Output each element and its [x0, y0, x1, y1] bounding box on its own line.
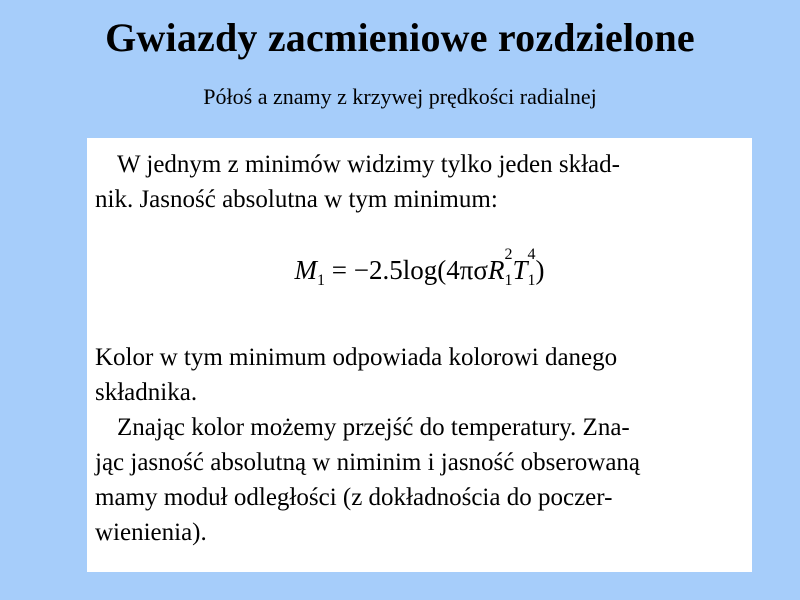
formula-lhs-subscript: 1: [317, 272, 326, 289]
paragraph3-line1: Znając kolor możemy przejść do temperatury. Zna-: [117, 414, 630, 441]
text-line: Kolor w tym minimum odpowiada kolorowi danego: [95, 344, 618, 371]
formula-radius-script-group: [504, 246, 513, 289]
text-line: nik. Jasność absolutna w tym minimum:: [95, 186, 498, 213]
paragraph1-line1: W jednym z minimów widzimy tylko jeden skład-: [117, 151, 620, 178]
formula-close-paren: ): [535, 255, 545, 285]
formula-lhs-symbol: M: [294, 255, 318, 285]
formula-temp-symbol: T: [512, 255, 528, 285]
formula-radius-symbol: R: [487, 255, 505, 285]
text-line: mamy moduł odległości (z dokładnościa do poczer-: [95, 484, 613, 511]
formula-equals: =: [331, 255, 347, 285]
paragraph-color-temperature: [95, 340, 735, 550]
text-line: jąc jasność absolutną w niminim i jasność obserowaną: [95, 449, 641, 476]
text-line: [95, 410, 735, 445]
text-line: składnika.: [95, 379, 198, 406]
formula-temp-sub: 1: [527, 272, 536, 289]
formula-temp-script-group: [527, 246, 536, 289]
text-line: [95, 147, 735, 182]
formula-lhs-subscript-group: [317, 267, 326, 289]
formula-coefficient: −2.5: [353, 255, 403, 285]
formula-temp-sup: 4: [527, 246, 536, 263]
formula-radius-sup: 2: [504, 246, 513, 263]
content-panel: [87, 138, 752, 572]
paragraph-minimum-luminosity: [95, 147, 735, 217]
absolute-magnitude-formula: [87, 246, 752, 290]
formula-open-paren: (: [437, 255, 447, 285]
slide-title: Gwiazdy zacmieniowe rozdzielone: [105, 15, 695, 60]
formula-log: log: [402, 255, 438, 285]
text-line: wienienia).: [95, 519, 207, 546]
slide-subtitle: Półoś a znamy z krzywej prędkości radialnej: [203, 84, 597, 109]
formula-constant: 4πσ: [446, 255, 488, 285]
formula-radius-sub: 1: [504, 272, 513, 289]
